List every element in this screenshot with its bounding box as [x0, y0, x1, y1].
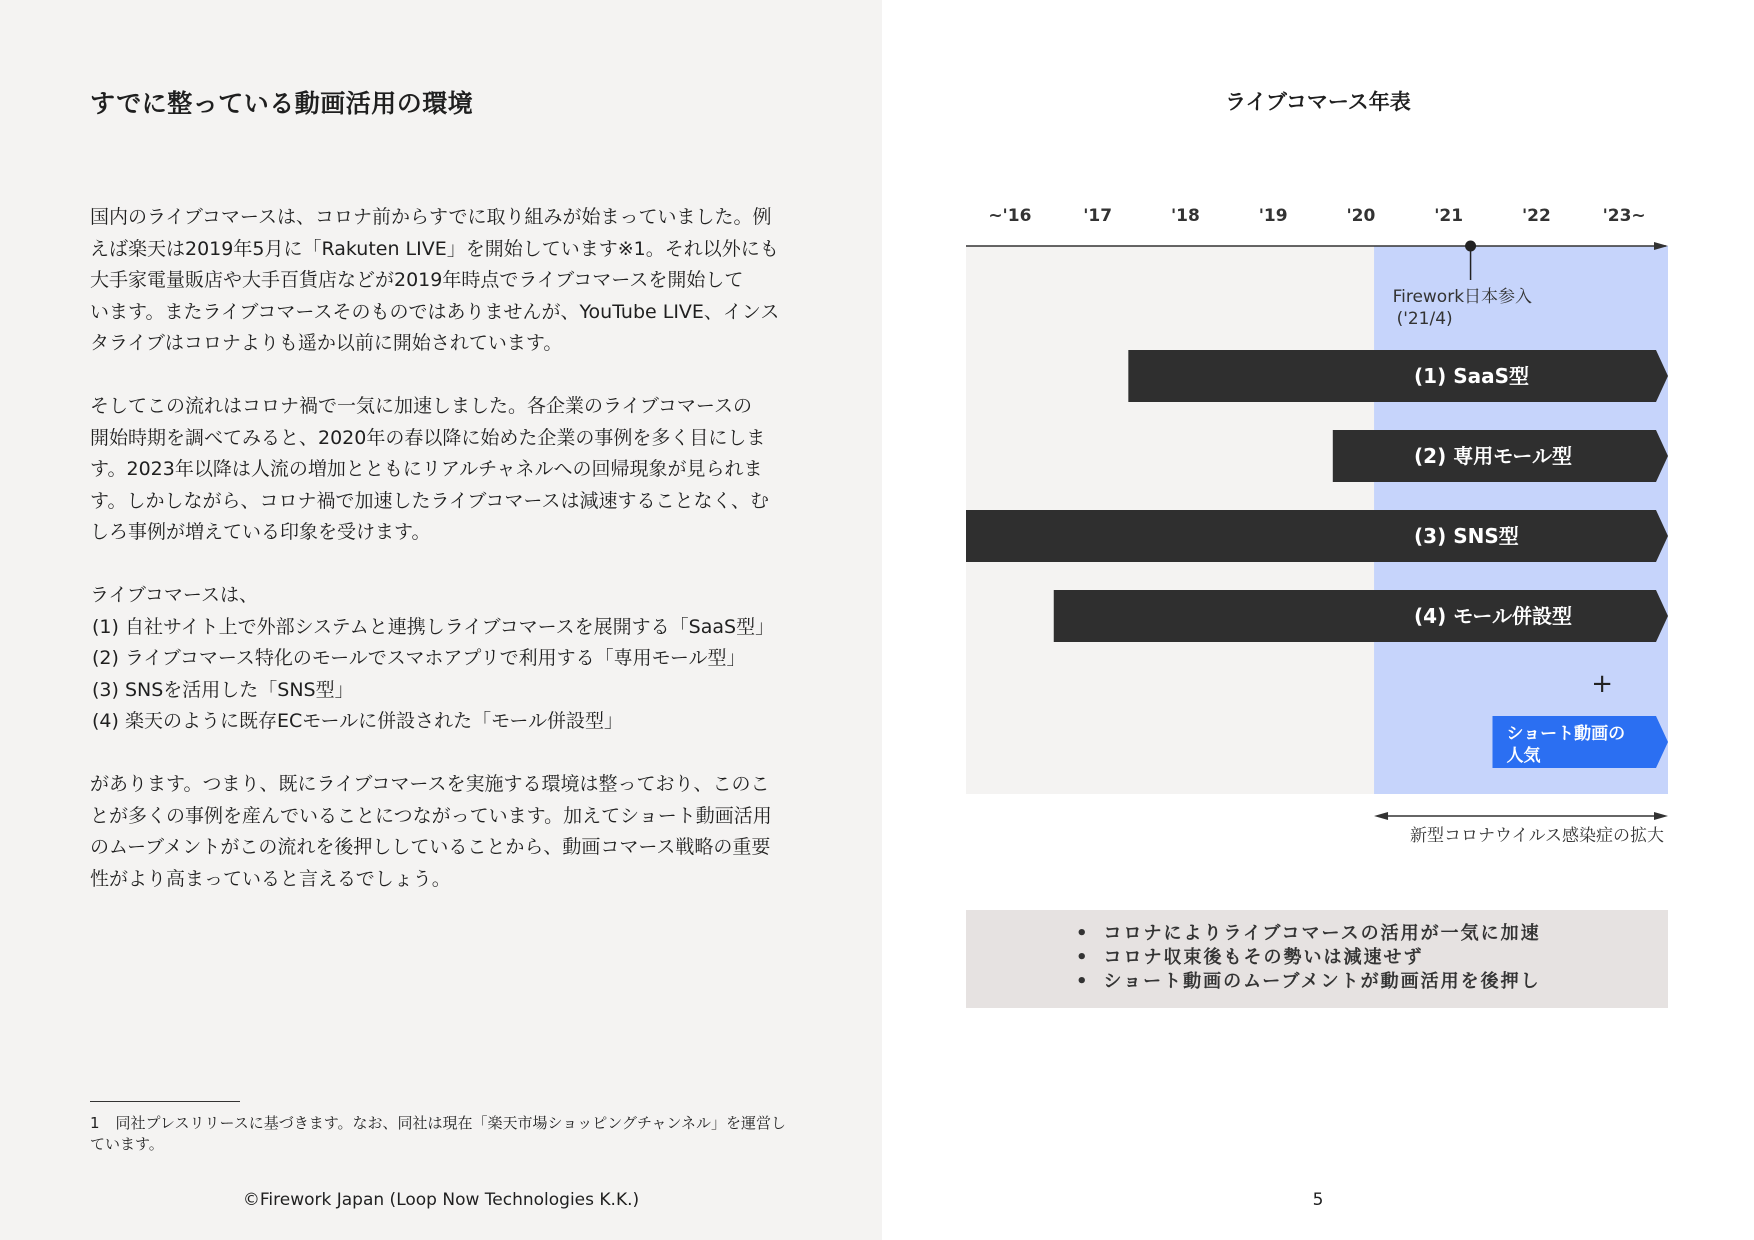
copyright: ©Firework Japan (Loop Now Technologies K.K.) — [242, 1190, 640, 1210]
x-tick-label: '17 — [1083, 206, 1113, 226]
short-video-label-line2: 人気 — [1506, 746, 1541, 766]
covid-span-arrow-left — [1374, 812, 1388, 820]
footnote — [90, 1113, 800, 1155]
covid-span-label: 新型コロナウイルス感染症の拡大 — [1410, 826, 1664, 846]
list-item: (2) ライブコマース特化のモールでスマホアプリで利用する「専用モール型」 — [92, 647, 746, 669]
text-line: 大手家電量販店や大手百貨店などが2019年時点でライブコマースを開始して — [90, 269, 744, 291]
list-item: (1) 自社サイト上で外部システムと連携しライブコマースを展開する「SaaS型」 — [92, 615, 775, 638]
timeline-bar-label: (3) SNS型 — [1414, 524, 1519, 548]
text-line: います。またライブコマースそのものではありませんが、YouTube LIVE、インス — [90, 300, 780, 323]
x-tick-label: '23~ — [1602, 206, 1646, 226]
timeline-bar — [966, 510, 1668, 562]
text-line: とが多くの事例を産んでいることにつながっています。加えてショート動画活用 — [90, 804, 772, 827]
list-item: (4) 楽天のように既存ECモールに併設された「モール併設型」 — [92, 710, 623, 732]
text-line: す。2023年以降は人流の増加とともにリアルチャネルへの回帰現象が見られま — [90, 458, 763, 480]
right-page — [882, 0, 1754, 1240]
text-line: タライブはコロナよりも遥か以前に開始されています。 — [90, 332, 563, 354]
text-line: しろ事例が増えている印象を受けます。 — [90, 521, 431, 543]
summary-item: • コロナによりライブコマースの活用が一気に加速 — [1076, 922, 1541, 946]
summary-item: • ショート動画のムーブメントが動画活用を後押し — [1076, 970, 1541, 994]
x-tick-label: ~'16 — [988, 206, 1032, 226]
text-line: 性がより高まっていると言えるでしょう。 — [90, 867, 451, 890]
footnote-number: 1 — [90, 1114, 100, 1132]
paragraph-2 — [90, 391, 810, 549]
body-text — [90, 202, 810, 927]
timeline-bar-label: (2) 専用モール型 — [1414, 444, 1573, 468]
timeline-svg — [882, 190, 1754, 860]
plus-sign: + — [1591, 669, 1614, 699]
x-tick-label: '20 — [1346, 206, 1376, 226]
x-tick-label: '18 — [1170, 206, 1200, 226]
footnote-divider — [90, 1101, 240, 1102]
type-list — [90, 580, 810, 738]
page-number: 5 — [1312, 1190, 1324, 1210]
x-tick-label: '19 — [1258, 206, 1288, 226]
text-line: 国内のライブコマースは、コロナ前からすでに取り組みが始まっていました。例 — [90, 206, 772, 228]
list-intro: ライブコマースは、 — [90, 584, 258, 606]
x-tick-label: '22 — [1521, 206, 1551, 226]
x-tick-label: '21 — [1434, 206, 1464, 226]
timeline-bar-label: (1) SaaS型 — [1414, 364, 1530, 388]
text-line: のムーブメントがこの流れを後押ししていることから、動画コマース戦略の重要 — [90, 836, 771, 858]
text-line: があります。つまり、既にライブコマースを実施する環境は整っており、このこ — [90, 773, 770, 795]
timeline-bar — [1128, 350, 1668, 402]
timeline-chart — [882, 190, 1754, 860]
short-video-label: ショート動画の — [1506, 724, 1626, 744]
text-line: えば楽天は2019年5月に「Rakuten LIVE」を開始しています※1。それ以外にも — [90, 237, 779, 260]
text-line: す。しかしながら、コロナ禍で加速したライブコマースは減速することなく、む — [90, 489, 770, 512]
list-item: (3) SNSを活用した「SNS型」 — [92, 678, 354, 701]
event-label: Firework日本参入 — [1392, 287, 1533, 307]
chart-title: ライブコマース年表 — [1225, 90, 1411, 114]
event-label-date: ('21/4) — [1396, 309, 1453, 329]
footnote-text: 同社プレスリリースに基づきます。なお、同社は現在「楽天市場ショッピングチャンネル」を運営しています。 — [90, 1114, 787, 1153]
covid-span-arrow-right — [1654, 812, 1668, 820]
text-line: そしてこの流れはコロナ禍で一気に加速しました。各企業のライブコマースの — [90, 395, 752, 417]
summary-item: • コロナ収束後もその勢いは減速せず — [1076, 946, 1541, 970]
paragraph-3 — [90, 769, 810, 895]
summary-list — [1076, 910, 1541, 994]
text-line: 開始時期を調べてみると、2020年の春以降に始めた企業の事例を多く目にしま — [90, 426, 766, 449]
timeline-bar — [1054, 590, 1668, 642]
page-title: すでに整っている動画活用の環境 — [90, 89, 474, 118]
paragraph-1 — [90, 202, 810, 360]
summary-box — [966, 910, 1668, 1008]
timeline-bar-label: (4) モール併設型 — [1414, 604, 1573, 628]
